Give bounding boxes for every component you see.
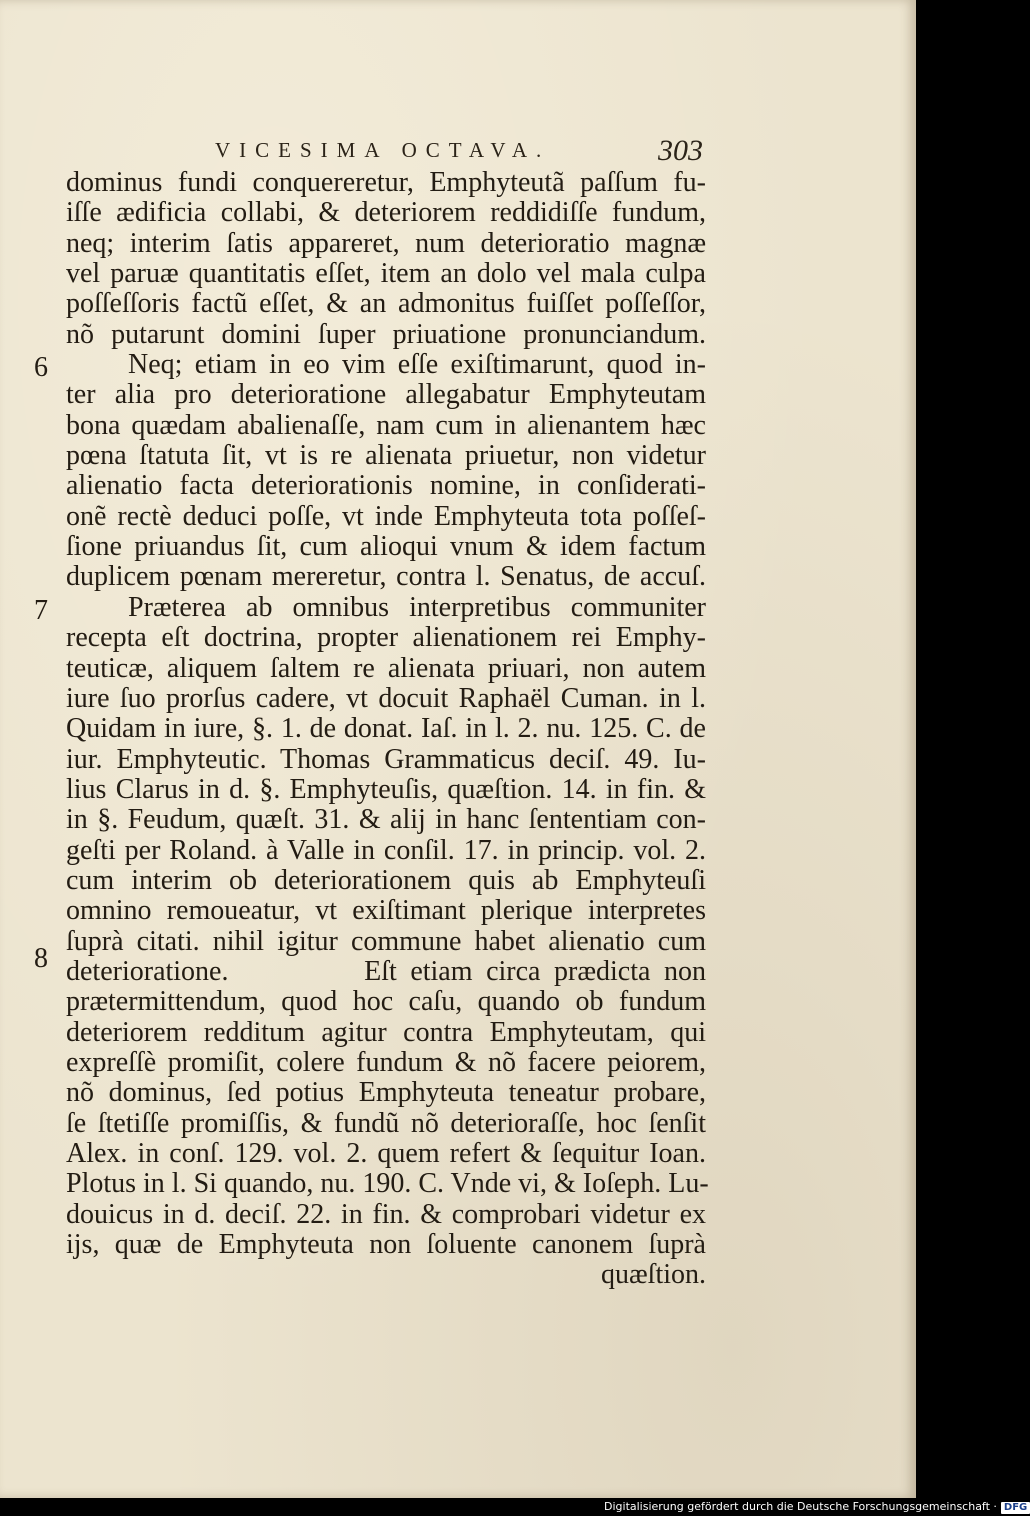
- text-line: prætermittendum, quod hoc caſu, quando ob fundum: [66, 986, 706, 1018]
- text-line: dominus fundi conquereretur, Emphyteutã paſſum fu-: [66, 167, 706, 198]
- text-line: cum interim ob deteriorationem quis ab Emphyteuſi: [66, 864, 706, 896]
- text-line: ijs, quæ de Emphyteuta non ſoluente canonem ſuprà: [66, 1229, 706, 1261]
- text-line: onẽ rectè deduci poſſe, vt inde Emphyteuta tota poſſeſ-: [66, 500, 706, 532]
- text-line: duplicem pœnam mereretur, contra l. Senatus, de accuſ.: [66, 561, 706, 593]
- text-line: ſuprà citati. nihil igitur commune habet alienatio cum: [66, 925, 706, 957]
- text-line: expreſſè promiſit, colere fundum & nõ facere peiorem,: [66, 1046, 706, 1078]
- text-line: iur. Emphyteutic. Thomas Grammaticus deciſ. 49. Iu-: [66, 743, 706, 775]
- dfg-logo: DFG: [1001, 1502, 1030, 1514]
- text-line: douicus in d. deciſ. 22. in fin. & comprobari videtur ex: [66, 1198, 706, 1230]
- text-line: iure ſuo prorſus cadere, vt docuit Raphaël Cuman. in l.: [66, 682, 706, 714]
- page-number: 303: [658, 134, 703, 167]
- text-line: ter alia pro deterioratione allegabatur Emphyteutam: [66, 379, 706, 411]
- text-line: nõ putarunt domini ſuper priuatione pronunciandum.: [66, 318, 706, 350]
- text-line: alienatio facta deteriorationis nomine, in conſiderati-: [66, 470, 706, 502]
- text-line: omnino remoueatur, vt exiſtimant plerique interpretes: [66, 895, 706, 927]
- text-line: bona quædam abalienaſſe, nam cum in alienantem hæc: [66, 409, 706, 441]
- text-line: nõ dominus, ſed potius Emphyteuta teneatur probare,: [66, 1077, 706, 1109]
- text-line: neq; interim ſatis appareret, num deterioratio magnæ: [66, 227, 706, 259]
- margin-number-7: 7: [34, 595, 48, 626]
- text-line: Plotus in l. Si quando, nu. 190. C. Vnde vi, & Ioſeph. Lu-: [66, 1168, 709, 1200]
- scan-background: [916, 0, 1000, 1498]
- catchword: quæſtion.: [600, 1259, 706, 1291]
- text-line: teuticæ, aliquem ſaltem re alienata priuari, non autem: [66, 652, 706, 684]
- margin-number-8: 8: [34, 943, 48, 974]
- text-line: vel paruæ quantitatis eſſet, item an dolo vel mala culpa: [66, 258, 706, 290]
- credit-text: Digitalisierung gefördert durch die Deutsche Forschungsgemeinschaft ·: [604, 1500, 997, 1513]
- text-line: lius Clarus in d. §. Emphyteuſis, quæſtion. 14. in fin. &: [66, 773, 706, 805]
- text-line: pœna ſtatuta ſit, vt is re alienata priuetur, non videtur: [66, 440, 706, 472]
- text-line: Alex. in conſ. 129. vol. 2. quem refert & ſequitur Ioan.: [66, 1138, 706, 1169]
- text-line: Quidam in iure, §. 1. de donat. Iaſ. in l. 2. nu. 125. C. de: [66, 713, 706, 745]
- text-line: geſti per Roland. à Valle in conſil. 17. in princip. vol. 2.: [66, 834, 706, 866]
- text-line: ſe ſtetiſſe promiſſis, & fundũ nõ deterioraſſe, hoc ſenſit: [66, 1107, 706, 1139]
- text-line: deterioratione. Eſt etiam circa prædicta non: [66, 955, 706, 987]
- body-text: [66, 167, 709, 1291]
- text-line: recepta eſt doctrina, propter alienationem rei Emphy-: [66, 622, 706, 654]
- running-title: VICESIMA OCTAVA.: [215, 138, 551, 162]
- text-line: deteriorem redditum agitur contra Emphyteutam, qui: [66, 1016, 706, 1048]
- text-line: poſſeſſoris factũ eſſet, & an admonitus fuiſſet poſſeſſor,: [66, 288, 706, 320]
- digitization-credit: [604, 1500, 1030, 1514]
- margin-number-6: 6: [34, 352, 48, 383]
- text-line: ſione priuandus ſit, cum alioqui vnum & idem factum: [66, 531, 706, 563]
- text-line: Neq; etiam in eo vim eſſe exiſtimarunt, quod in-: [128, 349, 706, 381]
- text-line: Præterea ab omnibus interpretibus communiter: [128, 591, 706, 623]
- text-line: iſſe ædificia collabi, & deteriorem reddidiſſe fundum,: [66, 197, 706, 229]
- text-line: in §. Feudum, quæſt. 31. & alij in hanc ſententiam con-: [66, 804, 706, 836]
